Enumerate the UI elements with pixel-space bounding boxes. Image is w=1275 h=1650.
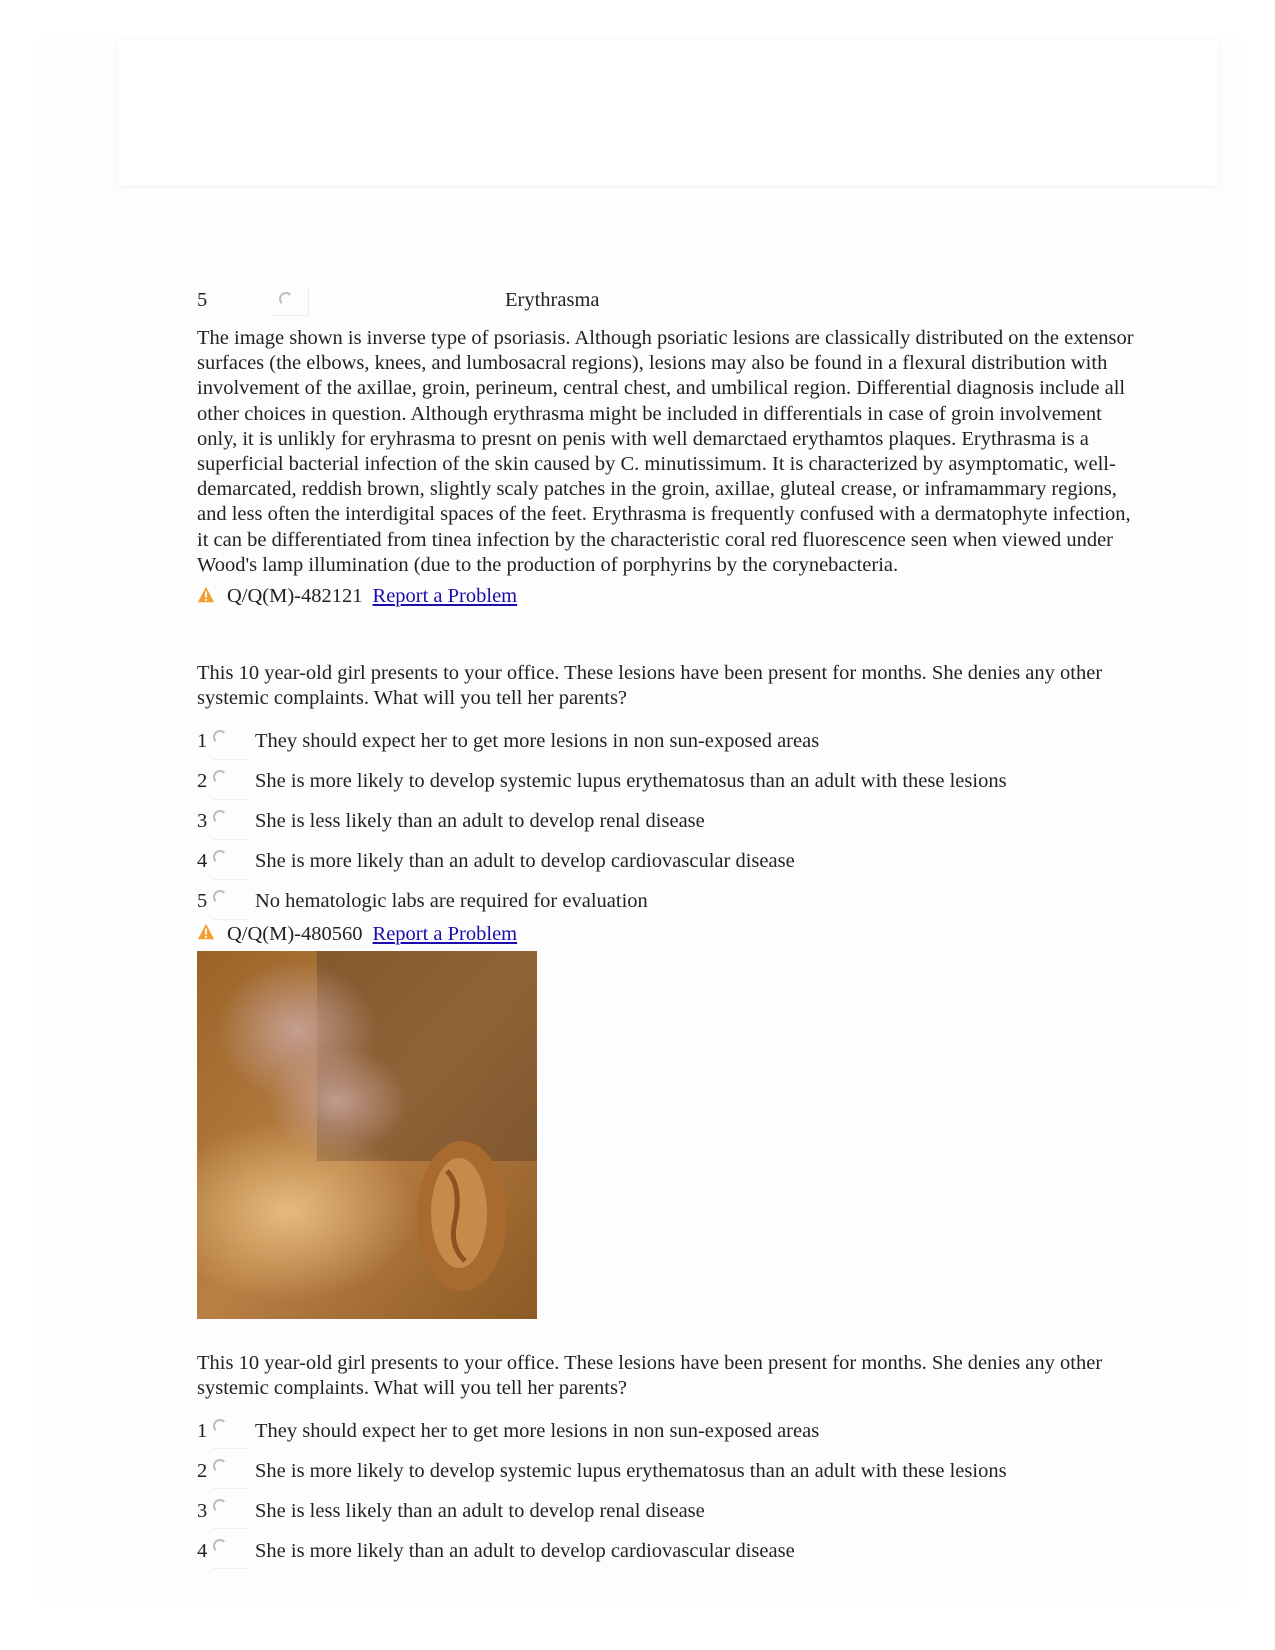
answer-radio-cell[interactable] bbox=[273, 286, 309, 316]
radio-button-icon[interactable] bbox=[213, 1539, 227, 1553]
answer-option[interactable] bbox=[197, 762, 1137, 802]
option-number: 4 bbox=[197, 1539, 208, 1562]
answer-option[interactable] bbox=[197, 802, 1137, 842]
answer-option[interactable] bbox=[197, 722, 1137, 762]
option-radio[interactable] bbox=[213, 884, 247, 920]
radio-button-icon[interactable] bbox=[213, 890, 227, 904]
option-text: She is less likely than an adult to develop renal disease bbox=[255, 810, 705, 833]
answer-options bbox=[197, 1411, 1137, 1571]
question-stem: This 10 year-old girl presents to your office. These lesions have been present for months. She denies any other systemic complaints. What will you tell her parents? bbox=[197, 1351, 1103, 1400]
answer-options bbox=[197, 722, 1137, 922]
option-radio[interactable] bbox=[213, 764, 247, 800]
option-text: No hematologic labs are required for evaluation bbox=[255, 890, 648, 913]
warning-triangle-icon bbox=[197, 923, 215, 941]
question-block bbox=[197, 661, 1137, 1319]
answer-option[interactable] bbox=[197, 1491, 1137, 1531]
radio-button-icon[interactable] bbox=[279, 292, 293, 306]
answer-option[interactable] bbox=[197, 1451, 1137, 1491]
radio-button-icon[interactable] bbox=[213, 730, 227, 744]
question-stem: This 10 year-old girl presents to your office. These lesions have been present for months. She denies any other systemic complaints. What will you tell her parents? bbox=[197, 662, 1103, 710]
option-radio[interactable] bbox=[213, 1493, 247, 1529]
option-radio[interactable] bbox=[213, 844, 247, 880]
option-text: She is more likely to develop systemic lupus erythematosus than an adult with these lesions bbox=[255, 1459, 1007, 1482]
question-meta-row bbox=[197, 922, 1137, 947]
answer-option[interactable] bbox=[197, 1411, 1137, 1451]
clinical-image bbox=[197, 951, 537, 1319]
option-number: 4 bbox=[197, 850, 208, 873]
question-meta-row bbox=[197, 584, 1137, 609]
radio-button-icon[interactable] bbox=[213, 850, 227, 864]
question-block bbox=[197, 1351, 1137, 1571]
option-number: 2 bbox=[197, 770, 208, 793]
option-text: She is more likely to develop systemic lupus erythematosus than an adult with these lesions bbox=[255, 770, 1007, 793]
option-radio[interactable] bbox=[213, 1413, 247, 1449]
option-number: 3 bbox=[197, 1499, 208, 1522]
radio-button-icon[interactable] bbox=[213, 1419, 227, 1433]
answer-number: 5 bbox=[197, 289, 208, 312]
selected-answer-row bbox=[197, 286, 1137, 316]
option-number: 3 bbox=[197, 810, 208, 833]
option-radio[interactable] bbox=[213, 1453, 247, 1489]
option-radio[interactable] bbox=[213, 724, 247, 760]
option-radio[interactable] bbox=[213, 804, 247, 840]
radio-button-icon[interactable] bbox=[213, 1499, 227, 1513]
option-text: She is more likely than an adult to develop cardiovascular disease bbox=[255, 850, 795, 873]
report-problem-link[interactable]: Report a Problem bbox=[372, 585, 518, 608]
report-problem-link[interactable]: Report a Problem bbox=[372, 922, 518, 945]
option-text: They should expect her to get more lesions in non sun-exposed areas bbox=[255, 1419, 820, 1442]
question-id: Q/Q(M)-482121 bbox=[227, 585, 363, 608]
option-text: They should expect her to get more lesions in non sun-exposed areas bbox=[255, 730, 820, 753]
radio-button-icon[interactable] bbox=[213, 810, 227, 824]
main-content bbox=[197, 286, 1137, 1571]
option-number: 5 bbox=[197, 890, 208, 913]
radio-button-icon[interactable] bbox=[213, 1459, 227, 1473]
answer-label: Erythrasma bbox=[505, 289, 600, 312]
explanation-text: The image shown is inverse type of psoriasis. Although psoriatic lesions are classically distributed on the extensor surfaces (the elbows, knees, and lumbosacral regions), lesions may also be found in a flexural distribution with involvement of the axillae, groin, perineum, central chest, and umbilical region. Differential diagnosis include all other choices in question. Although erythrasma might be included in differentials in case of groin involvement only, it is unlikly for eryhrasma to presnt on penis with well demarctaed erythamtos plaques. Erythrasma is a superficial bacterial infection of the skin caused by C. minutissimum. It is characterized by asymptomatic, well-demarcated, reddish brown, slightly scaly patches in the groin, axillae, gluteal crease, or inframammary regions, and less often the interdigital spaces of the feet. Erythrasma is frequently confused with a dermatophyte infection, it can be differentiated from tinea infection by the characteristic coral red fluorescence seen when viewed under Wood's lamp illumination (due to the production of porphyrins by the corynebacteria. bbox=[197, 327, 1134, 576]
option-number: 1 bbox=[197, 1419, 208, 1442]
question-id: Q/Q(M)-480560 bbox=[227, 922, 363, 945]
answer-option[interactable] bbox=[197, 842, 1137, 882]
option-text: She is more likely than an adult to develop cardiovascular disease bbox=[255, 1539, 795, 1562]
option-text: She is less likely than an adult to develop renal disease bbox=[255, 1499, 705, 1522]
option-radio[interactable] bbox=[213, 1533, 247, 1569]
option-number: 1 bbox=[197, 730, 208, 753]
radio-button-icon[interactable] bbox=[213, 770, 227, 784]
answer-option[interactable] bbox=[197, 1531, 1137, 1571]
warning-triangle-icon bbox=[197, 586, 215, 604]
header-card bbox=[118, 40, 1218, 185]
answer-option[interactable] bbox=[197, 882, 1137, 922]
option-number: 2 bbox=[197, 1459, 208, 1482]
